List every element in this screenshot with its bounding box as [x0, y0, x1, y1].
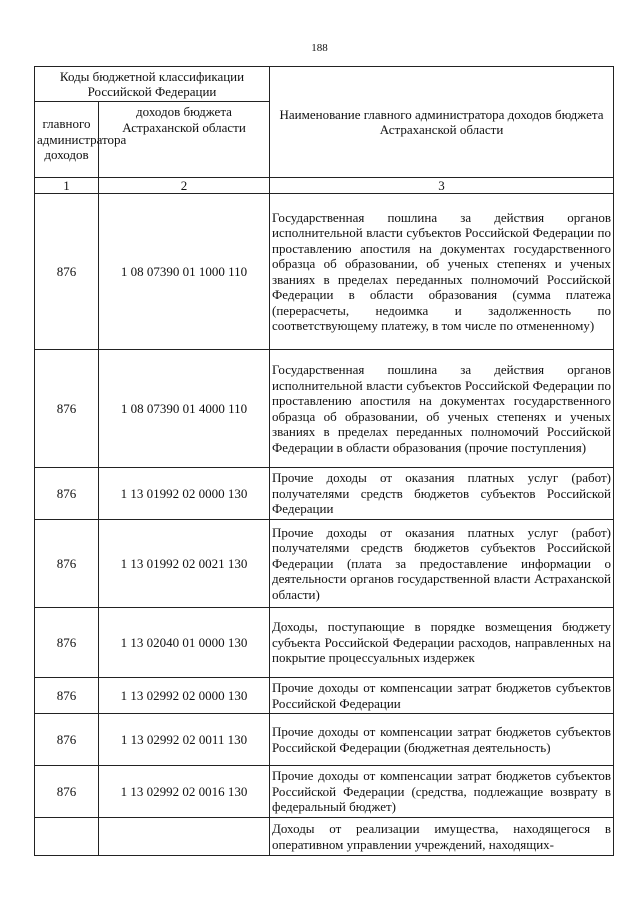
page-number: 188	[311, 42, 328, 54]
income-name: Прочие доходы от компенсации затрат бюджетов субъектов Российской Федерации (средства, подлежащие возврату в федеральный бюджет)	[270, 766, 614, 818]
table-row	[35, 468, 614, 520]
table-row	[35, 350, 614, 468]
admin-code: 876	[35, 350, 99, 468]
column-number-3: 3	[270, 178, 614, 194]
income-name: Прочие доходы от оказания платных услуг (работ) получателями средств бюджетов субъектов Российской Федерации	[270, 468, 614, 520]
income-name: Прочие доходы от компенсации затрат бюджетов субъектов Российской Федерации	[270, 678, 614, 714]
admin-code: 876	[35, 608, 99, 678]
income-code	[99, 818, 270, 856]
income-name: Государственная пошлина за действия органов исполнительной власти субъектов Российской Федерации по проставлению апостиля на документах государственного образца об образовании, об ученых степенях и ученых званиях в пределах переданных полномочий Российской Федерации в области образования (сумма платежа (перерасчеты, недоимка и задолженность по соответствующему платежу, в том числе по отмененному)	[270, 194, 614, 350]
admin-code: 876	[35, 714, 99, 766]
column-number-1: 1	[35, 178, 99, 194]
table-row	[35, 818, 614, 856]
admin-code	[35, 818, 99, 856]
income-name: Прочие доходы от оказания платных услуг (работ) получателями средств бюджетов субъектов Российской Федерации (плата за предоставление информации о деятельности органов государственной власти Астраханской области)	[270, 520, 614, 608]
header-col3-title: Наименование главного администратора доходов бюджета Астраханской области	[270, 67, 614, 178]
header-col1-title: главного администратора доходов	[35, 102, 99, 178]
income-code: 1 08 07390 01 1000 110	[99, 194, 270, 350]
income-code: 1 13 01992 02 0000 130	[99, 468, 270, 520]
admin-code: 876	[35, 468, 99, 520]
income-code: 1 13 02992 02 0000 130	[99, 678, 270, 714]
income-name: Доходы от реализации имущества, находящегося в оперативном управлении учреждений, находящих-	[270, 818, 614, 856]
income-name: Прочие доходы от компенсации затрат бюджетов субъектов Российской Федерации (бюджетная деятельность)	[270, 714, 614, 766]
admin-code: 876	[35, 766, 99, 818]
header-col2-title: доходов бюджета Астраханской области	[99, 102, 270, 178]
income-name: Государственная пошлина за действия органов исполнительной власти субъектов Российской Федерации по проставлению апостиля на документах государственного образца об образовании, об ученых степенях и ученых званиях в пределах переданных полномочий Российской Федерации в области образования (прочие поступления)	[270, 350, 614, 468]
admin-code: 876	[35, 520, 99, 608]
table-row	[35, 520, 614, 608]
column-number-2: 2	[99, 178, 270, 194]
income-code: 1 13 02992 02 0016 130	[99, 766, 270, 818]
admin-code: 876	[35, 678, 99, 714]
income-code: 1 13 02992 02 0011 130	[99, 714, 270, 766]
income-code: 1 13 02040 01 0000 130	[99, 608, 270, 678]
table-row	[35, 194, 614, 350]
header-group-title: Коды бюджетной классификации Российской Федерации	[35, 67, 270, 102]
table-row	[35, 608, 614, 678]
table-row	[35, 714, 614, 766]
table-row	[35, 766, 614, 818]
income-name: Доходы, поступающие в порядке возмещения бюджету субъекта Российской Федерации расходов, направленных на покрытие процессуальных издержек	[270, 608, 614, 678]
income-code: 1 13 01992 02 0021 130	[99, 520, 270, 608]
budget-classification-table	[34, 66, 614, 856]
admin-code: 876	[35, 194, 99, 350]
income-code: 1 08 07390 01 4000 110	[99, 350, 270, 468]
table-row	[35, 678, 614, 714]
